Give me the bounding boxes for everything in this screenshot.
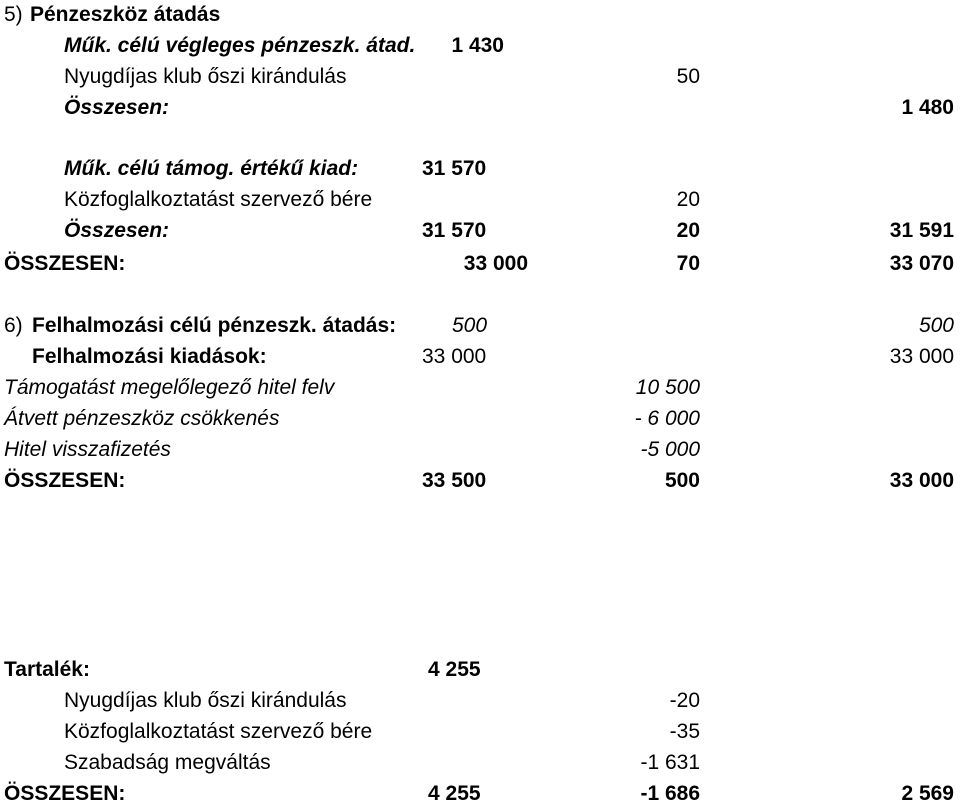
row-mukodesi-vegleges [0, 31, 960, 61]
section-title: Pénzeszköz átadás [30, 3, 221, 26]
row-nyugdijas-klub [0, 62, 960, 92]
row-col1: 500 [452, 314, 488, 337]
row-tartalek-szabadsag [0, 748, 960, 778]
row-label: Támogatást megelőlegező hitel felv [4, 376, 335, 399]
row-value: 50 [676, 65, 700, 88]
section-5-heading [0, 0, 960, 30]
row-col1: 31 570 [422, 219, 487, 242]
row-osszesen-5 [0, 249, 960, 279]
tartalek-heading [0, 655, 960, 685]
row-label: Felhalmozási kiadások: [32, 345, 267, 368]
section-number: 6) [4, 314, 23, 337]
row-label: Szabadság megváltás [64, 751, 271, 774]
row-col1: 4 255 [428, 658, 481, 681]
row-col2: 500 [664, 469, 700, 492]
row-col3: 2 569 [901, 782, 954, 805]
row-col2: 20 [676, 219, 700, 242]
row-label: ÖSSZESEN: [4, 469, 126, 492]
row-label: Műk. célú támog. értékű kiad: [64, 157, 359, 180]
row-col1: 4 255 [428, 782, 481, 805]
row-label: Összesen: [64, 96, 170, 119]
row-col3: 33 000 [889, 345, 954, 368]
row-mukodesi-tamog [0, 154, 960, 184]
row-col2: 20 [676, 188, 700, 211]
row-col2: -20 [669, 689, 700, 712]
row-tartalek-nyugdijas [0, 686, 960, 716]
row-label: Közfoglalkoztatást szervező bére [64, 720, 373, 743]
row-col2: -35 [669, 720, 700, 743]
row-col2: -1 686 [640, 782, 700, 805]
row-felhalmozasi-kiadasok [0, 342, 960, 372]
row-label: ÖSSZESEN: [4, 252, 126, 275]
row-value: 1 430 [451, 34, 504, 57]
section-number: 5) [4, 3, 23, 26]
row-col2: -1 631 [640, 751, 700, 774]
row-osszesen-1 [0, 93, 960, 123]
row-col2: - 6 000 [634, 407, 700, 430]
row-label: ÖSSZESEN: [4, 782, 126, 805]
row-tartalek-kozfoglalkoztatas [0, 717, 960, 747]
section-6-heading [0, 311, 960, 341]
row-label: Átvett pénzeszköz csökkenés [4, 407, 280, 430]
row-col1: 33 500 [422, 469, 487, 492]
section-title: Felhalmozási célú pénzeszk. átadás: [32, 314, 397, 337]
row-hitel-visszafizetes [0, 435, 960, 465]
row-label: Nyugdíjas klub őszi kirándulás [64, 65, 347, 88]
row-col1: 33 000 [463, 252, 528, 275]
row-osszesen-2 [0, 216, 960, 246]
row-label: Nyugdíjas klub őszi kirándulás [64, 689, 347, 712]
row-label: Műk. célú végleges pénzeszk. átad. [64, 34, 416, 57]
row-atvett-penzeszkoz [0, 404, 960, 434]
row-label: Hitel visszafizetés [4, 438, 171, 461]
row-col2: -5 000 [640, 438, 700, 461]
row-tartalek-osszesen [0, 779, 960, 809]
row-col2: 70 [676, 252, 700, 275]
row-col3: 33 000 [889, 469, 954, 492]
row-col2: 10 500 [635, 376, 700, 399]
row-col3: 33 070 [889, 252, 954, 275]
row-col1: 33 000 [422, 345, 487, 368]
row-label: Közfoglalkoztatást szervező bére [64, 188, 373, 211]
row-kozfoglalkoztatas [0, 185, 960, 215]
row-osszesen-6 [0, 466, 960, 496]
row-col3: 31 591 [889, 219, 954, 242]
row-col3: 500 [918, 314, 954, 337]
row-total: 1 480 [901, 96, 954, 119]
row-label: Tartalék: [4, 658, 90, 681]
row-tamogatast-megelolegezo [0, 373, 960, 403]
row-label: Összesen: [64, 219, 170, 242]
row-col1: 31 570 [422, 157, 487, 180]
